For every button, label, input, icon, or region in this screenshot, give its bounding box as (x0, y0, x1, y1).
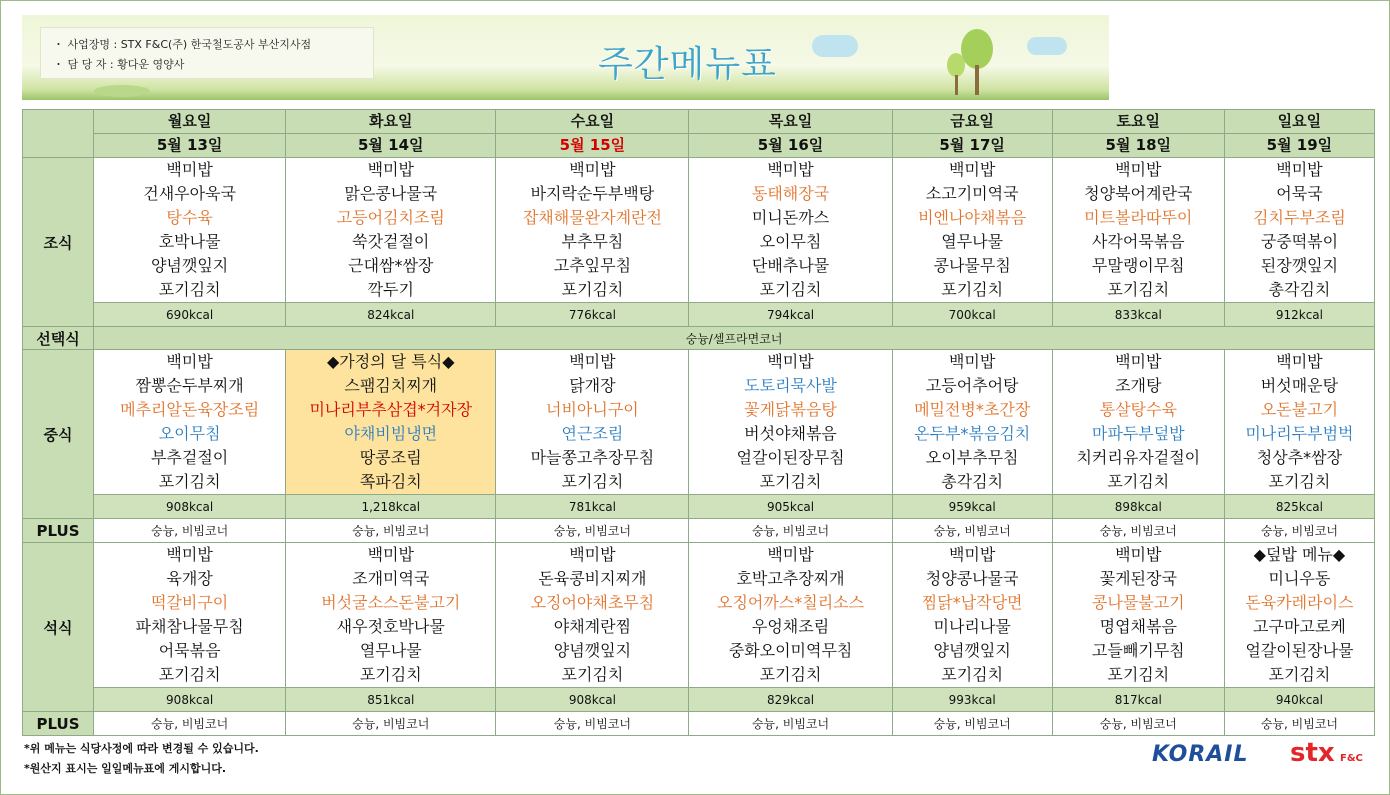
menu-item: 오돈불고기 (1260, 400, 1339, 419)
menu-item: 잡채해물완자계란전 (522, 208, 662, 227)
menu-item: 버섯굴소스돈불고기 (321, 593, 461, 612)
dinner-kcal: 993kcal (892, 688, 1052, 712)
day-date: 5월 17일 (893, 133, 1052, 157)
menu-item: ◆덮밥 메뉴◆ (1253, 545, 1346, 564)
menu-item: 총각김치 (1268, 280, 1331, 299)
info-box (40, 27, 374, 79)
menu-item: 청양북어계란국 (1084, 184, 1193, 203)
menu-item: 쪽파김치 (359, 472, 422, 491)
menu-item: 파채참나물무침 (135, 617, 244, 636)
breakfast-menu-cell (689, 158, 892, 303)
menu-item: 된장깻잎지 (1260, 256, 1339, 275)
breakfast-kcal: 912kcal (1224, 303, 1374, 327)
breakfast-kcal: 794kcal (689, 303, 892, 327)
dinner-kcal: 851kcal (286, 688, 496, 712)
menu-item: 꽃게닭볶음탕 (744, 400, 837, 419)
menu-item: 동태해장국 (751, 184, 830, 203)
menu-item: 미니우동 (1268, 569, 1331, 588)
dinner-menu-cell (496, 543, 689, 688)
menu-item: 열무나물 (941, 232, 1004, 251)
lunch-kcal: 908kcal (94, 495, 286, 519)
breakfast-menu-cell (286, 158, 496, 303)
menu-item: 통살탕수육 (1099, 400, 1177, 419)
dinner-menu-cell (286, 543, 496, 688)
day-name: 토요일 (1116, 112, 1161, 130)
menu-item: 백미밥 (1276, 160, 1323, 179)
day-date: 5월 16일 (689, 133, 891, 157)
menu-item: 어묵볶음 (158, 641, 221, 660)
dinner-menu-cell (94, 543, 286, 688)
day-name: 목요일 (768, 112, 813, 130)
menu-item: 단배추나물 (751, 256, 830, 275)
menu-item: 무말랭이무침 (1091, 256, 1185, 275)
lunch-kcal: 905kcal (689, 495, 892, 519)
menu-item: 미트볼라따뚜이 (1084, 208, 1193, 227)
menu-item: 꽃게된장국 (1099, 569, 1177, 588)
menu-item: 포기김치 (561, 472, 624, 491)
lunch-kcal: 825kcal (1224, 495, 1374, 519)
menu-item: 포기김치 (759, 472, 822, 491)
breakfast-kcal: 700kcal (892, 303, 1052, 327)
menu-item: 포기김치 (158, 472, 221, 491)
menu-item: 백미밥 (948, 352, 996, 371)
menu-item: 버섯야채볶음 (744, 424, 837, 443)
menu-item: 포기김치 (1268, 665, 1331, 684)
menu-item: 포기김치 (941, 280, 1004, 299)
day-header-cell (1224, 110, 1374, 158)
day-date: 5월 15일 (496, 133, 688, 157)
lunch-kcal: 781kcal (496, 495, 689, 519)
menu-item: 조개탕 (1115, 376, 1162, 395)
menu-item: 백미밥 (367, 545, 414, 564)
menu-item: 백미밥 (948, 160, 996, 179)
menu-item: 쑥갓겉절이 (352, 232, 430, 251)
menu-item: 얼갈이된장나물 (1245, 641, 1354, 660)
day-header-cell (892, 110, 1052, 158)
breakfast-kcal: 690kcal (94, 303, 286, 327)
menu-item: 비엔나야채볶음 (918, 208, 1027, 227)
lunch-menu-cell (496, 350, 689, 495)
menu-item: 고구마고로케 (1253, 617, 1346, 636)
lunch-menu-cell (689, 350, 892, 495)
manager-label: ・ 담 당 자 : 황다운 영양사 (53, 58, 185, 71)
dinner-kcal: 908kcal (94, 688, 286, 712)
menu-item: 궁중떡볶이 (1260, 232, 1339, 251)
menu-item: 백미밥 (767, 545, 814, 564)
menu-item: 청양콩나물국 (925, 569, 1019, 588)
menu-item: 땅콩조림 (359, 448, 422, 467)
breakfast-kcal-row (23, 303, 1375, 327)
menu-item: 오이무침 (158, 424, 221, 443)
menu-item: 콩나물무침 (933, 256, 1011, 275)
menu-item: 도토리묵사발 (744, 376, 837, 395)
menu-item: 백미밥 (166, 352, 213, 371)
menu-item: 마늘쫑고추장무침 (530, 448, 655, 467)
cloud-decoration (812, 35, 858, 57)
menu-item: 중화오이미역무침 (728, 641, 853, 660)
menu-item: 건새우아욱국 (143, 184, 236, 203)
page-title: 주간메뉴표 (598, 44, 777, 85)
menu-item: 백미밥 (948, 545, 996, 564)
menu-item: 포기김치 (561, 665, 624, 684)
menu-item: 부추겉절이 (150, 448, 229, 467)
menu-item: 백미밥 (166, 160, 213, 179)
menu-item: 오징어야채초무침 (530, 593, 655, 612)
dinner-kcal: 829kcal (689, 688, 892, 712)
menu-item: 포기김치 (941, 665, 1004, 684)
breakfast-menu-cell (892, 158, 1052, 303)
menu-item: 미나리나물 (933, 617, 1011, 636)
menu-item: 백미밥 (1115, 352, 1162, 371)
menu-item: 백미밥 (367, 160, 414, 179)
plus-row-dinner (23, 712, 1375, 736)
menu-item: 콩나물불고기 (1091, 593, 1185, 612)
menu-item: 포기김치 (759, 665, 822, 684)
menu-item: 포기김치 (359, 665, 422, 684)
menu-item: 메밀전병*초간장 (914, 400, 1031, 419)
day-header-cell (689, 110, 892, 158)
menu-item: 치커리유자겉절이 (1076, 448, 1201, 467)
grass-icon (92, 77, 152, 97)
section-plus: PLUS (23, 712, 94, 736)
lunch-kcal: 898kcal (1052, 495, 1224, 519)
day-header-cell (286, 110, 496, 158)
lunch-kcal: 1,218kcal (286, 495, 496, 519)
menu-item: 돈육카레라이스 (1245, 593, 1354, 612)
menu-item: 떡갈비구이 (150, 593, 229, 612)
menu-item: 고추잎무침 (553, 256, 632, 275)
menu-item: 포기김치 (759, 280, 822, 299)
korail-logo: KORAIL (1152, 742, 1249, 767)
section-breakfast: 조식 (23, 158, 94, 327)
menu-item: 조개미역국 (352, 569, 430, 588)
menu-item: 돈육콩비지찌개 (538, 569, 647, 588)
section-plus: PLUS (23, 519, 94, 543)
breakfast-kcal: 824kcal (286, 303, 496, 327)
choice-row (23, 327, 1375, 350)
lunch-menu-cell (1052, 350, 1224, 495)
menu-item: 근대쌈*쌈장 (348, 256, 434, 275)
menu-item: 포기김치 (561, 280, 624, 299)
dinner-menu-cell (689, 543, 892, 688)
menu-item: 짬뽕순두부찌개 (135, 376, 244, 395)
day-date: 5월 19일 (1225, 133, 1374, 157)
menu-item: 연근조림 (561, 424, 624, 443)
plus-corner-text: 숭늉, 비빔코너 (892, 712, 1052, 736)
day-date: 5월 18일 (1053, 133, 1224, 157)
plus-corner-text: 숭늉, 비빔코너 (689, 712, 892, 736)
header-row (23, 110, 1375, 158)
menu-item: 야채계란찜 (553, 617, 632, 636)
menu-item: 부추무침 (561, 232, 624, 251)
breakfast-menu-cell (1052, 158, 1224, 303)
plus-corner-text: 숭늉, 비빔코너 (94, 712, 286, 736)
menu-item: 김치두부조림 (1253, 208, 1346, 227)
breakfast-kcal: 776kcal (496, 303, 689, 327)
menu-item: 백미밥 (166, 545, 213, 564)
day-name: 일요일 (1277, 112, 1322, 130)
menu-item: 소고기미역국 (925, 184, 1019, 203)
plus-corner-text: 숭늉, 비빔코너 (1052, 712, 1224, 736)
menu-item: 백미밥 (767, 352, 814, 371)
day-name: 화요일 (369, 112, 413, 130)
dinner-kcal-row (23, 688, 1375, 712)
plus-corner-text: 숭늉, 비빔코너 (1224, 712, 1374, 736)
menu-item: 바지락순두부백탕 (530, 184, 655, 203)
menu-table (22, 109, 1375, 736)
day-name: 금요일 (950, 112, 994, 130)
menu-item: 너비아니구이 (546, 400, 639, 419)
day-header-cell (94, 110, 286, 158)
menu-item: 육개장 (166, 569, 213, 588)
day-header-cell (1052, 110, 1224, 158)
menu-item: 탕수육 (166, 208, 213, 227)
lunch-menu-cell (892, 350, 1052, 495)
lunch-kcal: 959kcal (892, 495, 1052, 519)
menu-item: 오징어까스*칠리소스 (716, 593, 865, 612)
menu-item: 포기김치 (1268, 472, 1331, 491)
menu-item: 메추리알돈육장조림 (120, 400, 260, 419)
day-header-cell (496, 110, 689, 158)
menu-item: 포기김치 (1107, 280, 1170, 299)
menu-item: 고등어추어탕 (925, 376, 1019, 395)
dinner-kcal: 817kcal (1052, 688, 1224, 712)
menu-item: 어묵국 (1276, 184, 1323, 203)
stx-logo-sub: F&C (1340, 753, 1363, 764)
menu-item: 버섯매운탕 (1260, 376, 1339, 395)
plus-corner-text: 숭늉, 비빔코너 (1224, 519, 1374, 543)
menu-item: 오이무침 (759, 232, 822, 251)
dinner-menu-cell (892, 543, 1052, 688)
day-date: 5월 14일 (286, 133, 495, 157)
day-name: 수요일 (570, 112, 615, 130)
tree-icon (942, 25, 1002, 97)
menu-item: 백미밥 (569, 545, 616, 564)
choice-corner: 숭늉/셀프라면코너 (94, 327, 1375, 350)
menu-item: 미나리부추삼겹*겨자장 (309, 400, 473, 419)
corner-cell (23, 110, 94, 158)
dinner-menu-cell (1224, 543, 1374, 688)
footnote-origin: *원산지 표시는 일일메뉴표에 게시합니다. (24, 762, 227, 775)
menu-item: 백미밥 (1276, 352, 1323, 371)
menu-item: 오이부추무침 (925, 448, 1019, 467)
menu-item: 스팸김치찌개 (344, 376, 438, 395)
menu-item: 백미밥 (569, 352, 616, 371)
menu-item: 미나리두부범벅 (1245, 424, 1354, 443)
menu-item: 닭개장 (569, 376, 616, 395)
menu-item: 백미밥 (767, 160, 814, 179)
menu-item: 깍두기 (367, 280, 414, 299)
menu-item: 새우젓호박나물 (336, 617, 445, 636)
dinner-row (23, 543, 1375, 688)
plus-row-lunch (23, 519, 1375, 543)
dinner-kcal: 940kcal (1224, 688, 1374, 712)
menu-item: 호박고추장찌개 (736, 569, 845, 588)
breakfast-menu-cell (94, 158, 286, 303)
plus-corner-text: 숭늉, 비빔코너 (892, 519, 1052, 543)
lunch-menu-cell (94, 350, 286, 495)
lunch-kcal-row (23, 495, 1375, 519)
menu-item: 양념깻잎지 (933, 641, 1011, 660)
breakfast-menu-cell (496, 158, 689, 303)
menu-item: 청상추*쌈장 (1256, 448, 1343, 467)
menu-item: 양념깻잎지 (150, 256, 229, 275)
cloud-decoration (1027, 37, 1067, 55)
workplace-label: ・ 사업장명 : STX F&C(주) 한국철도공사 부산지사점 (53, 38, 312, 51)
day-date: 5월 13일 (94, 133, 285, 157)
menu-item: 포기김치 (158, 280, 221, 299)
menu-item: 양념깻잎지 (553, 641, 632, 660)
plus-corner-text: 숭늉, 비빔코너 (94, 519, 286, 543)
menu-item: 맑은콩나물국 (344, 184, 438, 203)
plus-corner-text: 숭늉, 비빔코너 (496, 712, 689, 736)
day-name: 월요일 (167, 112, 212, 130)
menu-item: 야채비빔냉면 (344, 424, 438, 443)
menu-item: ◆가정의 달 특식◆ (326, 352, 455, 371)
menu-item: 사각어묵볶음 (1091, 232, 1185, 251)
breakfast-menu-cell (1224, 158, 1374, 303)
menu-item: 얼갈이된장무침 (736, 448, 845, 467)
menu-item: 온두부*볶음김치 (914, 424, 1031, 443)
dinner-menu-cell (1052, 543, 1224, 688)
plus-corner-text: 숭늉, 비빔코너 (1052, 519, 1224, 543)
menu-item: 포기김치 (1107, 472, 1170, 491)
plus-corner-text: 숭늉, 비빔코너 (689, 519, 892, 543)
menu-item: 고등어김치조림 (336, 208, 445, 227)
menu-item: 백미밥 (1115, 545, 1162, 564)
section-dinner: 석식 (23, 543, 94, 712)
plus-corner-text: 숭늉, 비빔코너 (496, 519, 689, 543)
breakfast-kcal: 833kcal (1052, 303, 1224, 327)
dinner-kcal: 908kcal (496, 688, 689, 712)
menu-item: 포기김치 (1107, 665, 1170, 684)
section-choice: 선택식 (23, 327, 94, 350)
stx-logo: stx (1290, 738, 1335, 768)
menu-item: 찜닭*납작당면 (921, 593, 1023, 612)
plus-corner-text: 숭늉, 비빔코너 (286, 712, 496, 736)
menu-item: 호박나물 (158, 232, 221, 251)
plus-corner-text: 숭늉, 비빔코너 (286, 519, 496, 543)
lunch-menu-cell (286, 350, 496, 495)
menu-item: 고들빼기무침 (1091, 641, 1185, 660)
section-lunch: 중식 (23, 350, 94, 519)
menu-item: 우엉채조림 (751, 617, 830, 636)
menu-item: 백미밥 (1115, 160, 1162, 179)
footnote-change: *위 메뉴는 식당사정에 따라 변경될 수 있습니다. (24, 742, 259, 755)
menu-item: 마파두부덮밥 (1091, 424, 1185, 443)
menu-item: 명엽채볶음 (1099, 617, 1177, 636)
menu-item: 총각김치 (941, 472, 1004, 491)
menu-item: 열무나물 (359, 641, 422, 660)
menu-item: 백미밥 (569, 160, 616, 179)
lunch-menu-cell (1224, 350, 1374, 495)
lunch-row (23, 350, 1375, 495)
breakfast-row (23, 158, 1375, 303)
menu-item: 미니돈까스 (751, 208, 830, 227)
menu-item: 포기김치 (158, 665, 221, 684)
